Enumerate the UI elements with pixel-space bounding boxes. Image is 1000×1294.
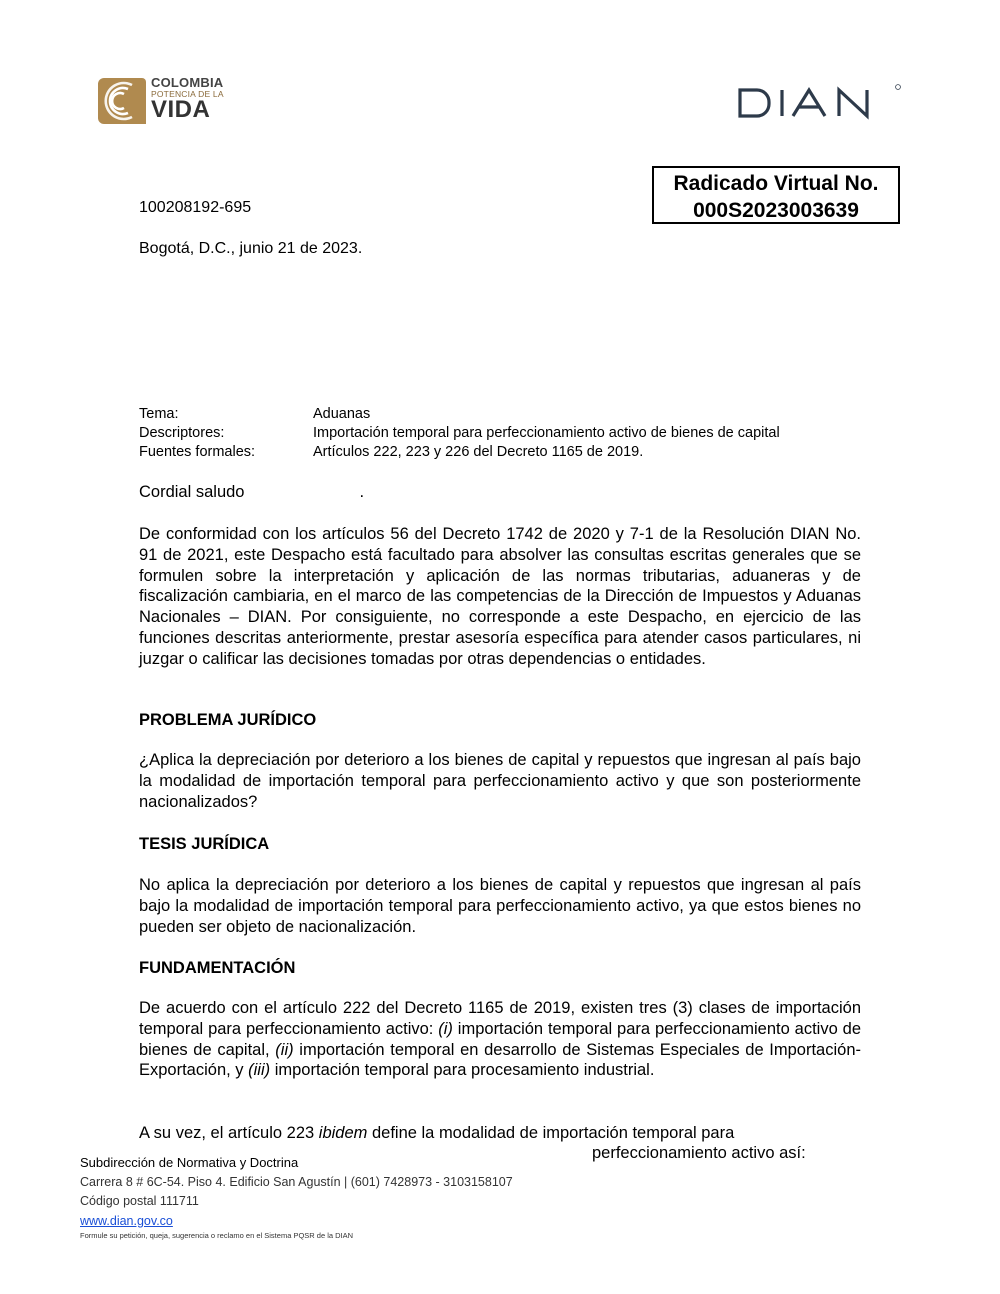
greeting: [139, 482, 861, 503]
paragraph-articulo-223-continuation: perfeccionamiento activo así:: [592, 1144, 806, 1162]
radicado-number: 000S2023003639: [693, 199, 859, 222]
reference-number: 100208192-695: [139, 199, 252, 216]
p4-roman3: (iii): [248, 1061, 271, 1080]
footer-title: Subdirección de Normativa y Doctrina: [80, 1155, 299, 1170]
dian-logo: [735, 80, 903, 120]
meta-row-fuentes: [139, 443, 780, 462]
meta-value: Importación temporal para perfeccionamiento activo de bienes de capital: [313, 425, 780, 441]
radicado-box: [652, 166, 900, 224]
greeting-text: Cordial saludo: [139, 483, 245, 501]
p5-ibidem: ibidem: [318, 1124, 368, 1142]
meta-value: Aduanas: [313, 406, 371, 422]
meta-key: Tema:: [139, 406, 179, 422]
p4-roman1: (i): [438, 1019, 453, 1038]
p5-part1: A su vez, el artículo 223: [139, 1124, 319, 1142]
colombia-logo-mark-icon: [98, 78, 146, 124]
paragraph-fundamentacion: [139, 998, 861, 1081]
paragraph-competence: De conformidad con los artículos 56 del Decreto 1742 de 2020 y 7-1 de la Resolución DIAN No. 91 de 2021, este Despacho está facultado para absolver las consultas escritas generales que se formulen sobre la interpretación y aplicación de las normas tributarias, aduaneras y de fiscalización cambiaria, en el marco de las competencias de la Dirección de Impuestos y Aduanas Nacionales – DIAN. Por consiguiente, no corresponde a este Despacho, en ejercicio de las funciones descritas anteriormente, prestar asesoría específica para atender casos particulares, ni juzgar o calificar las decisiones tomadas por otras dependencias o entidades.: [139, 525, 861, 668]
p4-roman2: (ii): [275, 1040, 294, 1059]
meta-row-descriptores: [139, 424, 780, 443]
colombia-potencia-de-la-vida-logo: [98, 76, 238, 126]
place-date: Bogotá, D.C., junio 21 de 2023.: [139, 240, 363, 257]
meta-value: Artículos 222, 223 y 226 del Decreto 1165 de 2019.: [313, 444, 644, 460]
p4-part1: De acuerdo con el artículo 222 del Decreto 1165 de 2019, existen tres (3) clases de importación temporal para perfeccionamiento activo:: [139, 999, 861, 1038]
greeting-dot: .: [359, 483, 365, 501]
paragraph-tesis: No aplica la depreciación por deterioro a los bienes de capital y repuestos que ingresan al país bajo la modalidad de importación temporal para perfeccionamiento activo, ya que estos bienes no pueden ser objeto de nacionalización.: [139, 876, 861, 936]
radicado-label: Radicado Virtual No.: [673, 172, 879, 195]
footer-website-link[interactable]: www.dian.gov.co: [80, 1213, 173, 1228]
p5-part2: define la modalidad de importación temporal para: [367, 1124, 735, 1142]
heading-tesis-juridica: TESIS JURÍDICA: [139, 835, 270, 853]
paragraph-problema: ¿Aplica la depreciación por deterioro a los bienes de capital y repuestos que ingresan al país bajo la modalidad de importación temporal para perfeccionamiento activo y que son posteriormente nacionalizados?: [139, 751, 861, 811]
paragraph-articulo-223: [139, 1123, 861, 1144]
colombia-logo-text: [151, 76, 224, 121]
meta-row-tema: [139, 405, 780, 424]
footer-postal: Código postal 111711: [80, 1194, 199, 1208]
logo-colombia-word: COLOMBIA: [151, 75, 224, 90]
heading-fundamentacion: FUNDAMENTACIÓN: [139, 959, 296, 977]
footer-address: Carrera 8 # 6C-54. Piso 4. Edificio San Agustín | (601) 7428973 - 3103158107: [80, 1174, 513, 1189]
p4-part4: importación temporal para procesamiento industrial.: [270, 1061, 655, 1080]
logo-potencia-word: POTENCIA DE LA: [151, 89, 224, 99]
meta-key: Descriptores:: [139, 425, 225, 441]
subject-metadata: [139, 405, 780, 462]
heading-problema-juridico: PROBLEMA JURÍDICO: [139, 711, 317, 729]
p4-part3: importación temporal en desarrollo de Sistemas Especiales de Importación-Exportación, y: [139, 1040, 861, 1080]
p4-part2: importación temporal para perfeccionamiento activo de bienes de capital,: [139, 1019, 861, 1059]
footer-pqsr-note: Formule su petición, queja, sugerencia o reclamo en el Sistema PQSR de la DIAN: [80, 1231, 354, 1240]
logo-vida-word: VIDA: [151, 96, 211, 123]
meta-key: Fuentes formales:: [139, 444, 256, 460]
footer: [80, 1153, 513, 1241]
